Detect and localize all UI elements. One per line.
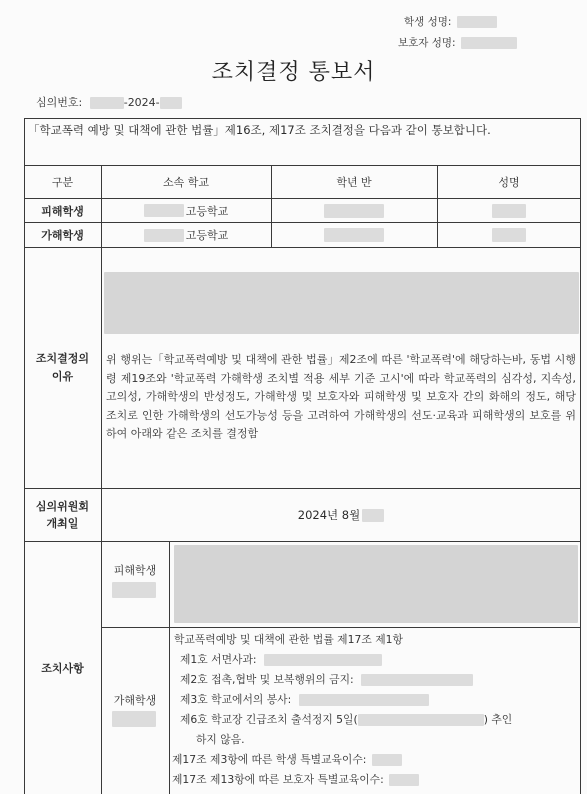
guardian-name-label: 보호자 성명: [398,37,456,49]
rule [101,627,581,628]
document-title: 조치결정 통보서 [211,60,376,85]
meeting-label [24,489,101,541]
student-education-text: 제17조 제3항에 따른 학생 특별교육이수: [172,753,367,766]
rule [169,541,170,794]
intro-text: 「학교폭력 예방 및 대책에 관한 법률」제16조, 제17조 조치결정을 다음과 같이 통보합니다. [28,123,491,137]
reason-label [24,248,101,488]
header-name: 성명 [498,176,520,189]
rule [24,541,581,542]
measure-item-6 [180,712,512,727]
meeting-date [101,489,581,541]
redacted-session-prefix [90,97,124,109]
measure-item-2-text: 제2호 접촉,협박 및 보복행위의 금지: [180,673,354,686]
measure-item-6-cont: 하지 않음. [196,733,245,746]
reason-label-line1: 조치결정의 [35,352,90,365]
measures-label: 조치사항 [41,662,84,675]
redacted-student-name [457,16,497,28]
meeting-label-line2: 개최일 [46,517,79,530]
student-name-row [404,14,497,29]
session-number-label: 심의번호: [36,96,83,109]
redacted-incident-description [104,272,579,334]
measure-item-3-text: 제3호 학교에서의 봉사: [180,693,292,706]
redacted-measure-1 [264,654,382,666]
guardian-education-text: 제17조 제13항에 따른 보호자 특별교육이수: [172,773,384,786]
offender-name [437,223,581,247]
redacted-victim-name-small [112,582,156,598]
reason-label-line2: 이유 [51,370,74,383]
measure-item-6-suffix: ) 추인 [483,713,513,726]
measure-item-1-text: 제1호 서면사과: [180,653,257,666]
row-offender-label: 가해학생 [41,229,84,242]
rule [24,247,581,248]
law-title: 학교폭력예방 및 대책에 관한 법률 제17조 제1항 [174,633,403,646]
victim-grade [271,199,437,222]
redacted-guardian-name [461,37,517,49]
offender-school [101,223,271,247]
offender-grade [271,223,437,247]
measures-victim-label: 피해학생 [113,564,157,577]
row-victim-label: 피해학생 [41,204,84,218]
measure-item-3 [180,692,429,707]
header-grade-class: 학년 반 [336,176,372,189]
header-category: 구분 [51,176,74,189]
redacted-student-education [372,754,402,766]
redacted-offender-name [492,228,526,242]
redacted-offender-name-small [112,711,156,727]
redacted-victim-name [492,204,526,218]
redacted-victim-grade [324,204,384,218]
header-school: 소속 학교 [162,176,209,189]
victim-name [437,199,581,222]
meeting-label-line1: 심의위원회 [35,500,90,513]
redacted-victim-measures [174,545,578,623]
measure-item-2 [180,672,473,687]
session-year: -2024- [123,96,160,109]
offender-school-type: 고등학교 [185,229,229,242]
redacted-offender-grade [324,228,384,242]
guardian-name-row [398,35,517,50]
redacted-session-suffix [160,97,182,109]
victim-school-type: 고등학교 [185,204,229,218]
reason-text: 위 행위는「학교폭력예방 및 대책에 관한 법률」제2조에 따른 '학교폭력'에 해당하는바, 동법 시행령 제19조와 '학교폭력 가해학생 조치별 적용 세부 기준 고시'에 따라 학교폭력의 심각성, 지속성, 고의성, 가해학생의 반성정도, 가해학생 및 보호자와 피해학생 및 보호자 간의 화해의 정도, 해당 조치로 인한 가해학생의 선도가능성 등을 고려하여 가해학생의 선도·교육과 피해학생의 보호를 위하여 아래와 같은 조치를 결정함 [106,353,576,440]
student-name-label: 학생 성명: [404,16,452,28]
redacted-measure-2 [361,674,473,686]
student-education [172,752,402,767]
redacted-suspension-dates [358,714,484,726]
measures-offender-label: 가해학생 [113,694,157,707]
guardian-education [172,772,419,787]
measure-item-6-prefix: 제6호 학교장 긴급조치 출석정지 5일( [180,713,358,726]
measure-item-1 [180,652,382,667]
session-number [36,94,182,110]
victim-school [101,199,271,222]
redacted-guardian-education [389,774,419,786]
redacted-offender-school [144,229,184,242]
meeting-date-text: 2024년 8월 [297,508,361,522]
redacted-victim-school [144,204,184,217]
redacted-measure-3 [299,694,429,706]
redacted-meeting-day [362,509,384,522]
